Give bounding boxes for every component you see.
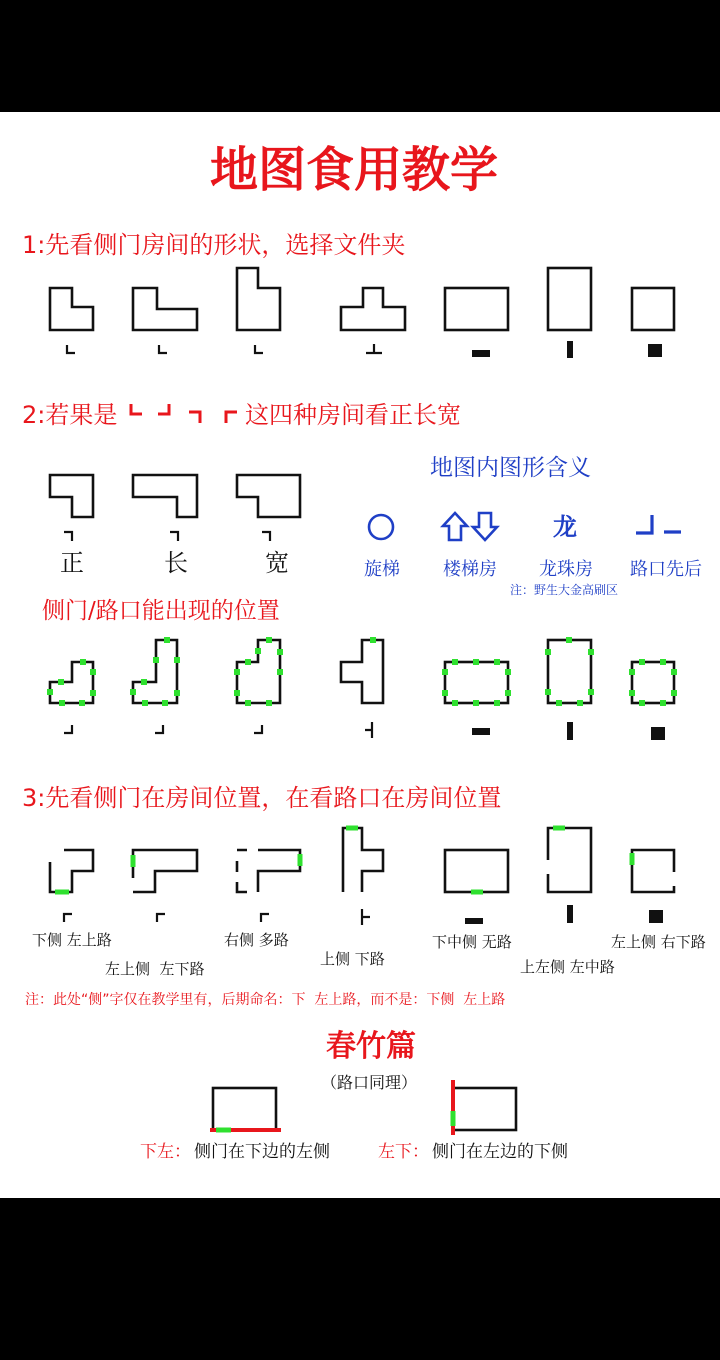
- corner-marker-icon: [159, 345, 167, 353]
- door-position-dot: [90, 669, 96, 675]
- step2-corner-glyphs: [131, 404, 237, 423]
- door-position-dot: [660, 659, 666, 665]
- door-position-dot: [639, 659, 645, 665]
- door-position-dot: [494, 700, 500, 706]
- room-shape-l-wide: [133, 288, 197, 330]
- door-position-dot: [370, 637, 376, 643]
- bar-marker-icon: [472, 350, 490, 357]
- vertical-bar-marker-icon: [567, 905, 573, 923]
- step3-room-7: [632, 850, 674, 892]
- door-position-dot: [47, 689, 53, 695]
- step1-heading: 1:先看侧门房间的形状，选择文件夹: [22, 231, 406, 259]
- door-position-dot: [545, 649, 551, 655]
- door-position-dot: [473, 659, 479, 665]
- corner-marker-icon: [64, 914, 72, 922]
- step3-room-label-2: 左上侧 左下路: [105, 960, 205, 978]
- room-shape-t: [341, 288, 405, 330]
- vertical-bar-marker-icon: [567, 341, 573, 358]
- door-position-dot: [505, 690, 511, 696]
- step1-rooms: [50, 268, 674, 358]
- door-position-dot: [545, 689, 551, 695]
- stairs-up-arrow-icon: [443, 513, 467, 540]
- door-position-dot: [660, 700, 666, 706]
- door-position-dot: [266, 637, 272, 643]
- step3-room-label-6: 上左侧 左中路: [520, 958, 615, 976]
- step3-room-label-5: 下中侧 无路: [432, 933, 512, 951]
- corner-marker-icon: [255, 345, 263, 353]
- door-position-dot: [162, 700, 168, 706]
- step3-room-label-7: 左上侧 右下路: [611, 933, 706, 951]
- door-position-dot: [245, 659, 251, 665]
- door-position-dot: [245, 700, 251, 706]
- room-shape-kuan: [237, 475, 300, 517]
- corner-marker-icon: [170, 532, 178, 541]
- legend-note: 注：野生大金高刷区: [510, 583, 619, 597]
- example-code-bottom-left: 下左：: [140, 1142, 191, 1162]
- door-position-dot: [629, 690, 635, 696]
- door-position-dot: [505, 669, 511, 675]
- step3-rooms: [50, 828, 674, 925]
- corner-marker-icon: [155, 725, 163, 733]
- legend-label-stairs-room: 楼梯房: [443, 559, 497, 580]
- legend-icons: [369, 513, 681, 540]
- corner-marker-icon: [157, 914, 165, 922]
- step3-room-label-1: 下侧 左上路: [32, 931, 112, 949]
- room-shape-zheng: [50, 475, 93, 517]
- bar-marker-icon: [465, 918, 483, 924]
- door-position-dot: [80, 659, 86, 665]
- example-room-left-bottom: [453, 1088, 516, 1130]
- legend-title: 地图内图形含义: [430, 455, 591, 481]
- door-position-dot: [174, 657, 180, 663]
- corner-top-left-icon: [226, 412, 237, 423]
- legend-label-dragon-ball-room: 龙珠房: [539, 559, 593, 580]
- room-shape-rect-tall: [548, 268, 591, 330]
- position-room-6: [548, 640, 591, 703]
- corner-marker-icon: [64, 725, 72, 733]
- position-room-5: [445, 662, 508, 703]
- position-room-1: [50, 662, 93, 703]
- step2-heading-prefix: 2:若果是: [22, 401, 118, 429]
- door-position-dot: [153, 657, 159, 663]
- step3-room-1: [50, 850, 93, 892]
- road-order-icon: [636, 515, 681, 533]
- door-position-dot: [266, 700, 272, 706]
- door-position-dot: [79, 700, 85, 706]
- corner-marker-icon: [67, 345, 75, 353]
- position-room-2: [133, 640, 177, 703]
- t-marker-icon: [366, 344, 382, 353]
- example-code-left-bottom: 左下：: [378, 1142, 429, 1162]
- door-position-dot: [671, 669, 677, 675]
- positions-heading: 侧门/路口能出现的位置: [42, 598, 280, 624]
- room-label-zheng: 正: [60, 549, 84, 577]
- door-position-dot: [494, 659, 500, 665]
- door-position-dot: [90, 690, 96, 696]
- step2-rooms: [50, 475, 300, 541]
- corner-marker-icon: [262, 532, 270, 541]
- room-shape-rect-wide: [445, 288, 508, 330]
- door-position-dot: [442, 690, 448, 696]
- door-position-dot: [442, 669, 448, 675]
- door-position-dot: [473, 700, 479, 706]
- step3-room-6: [548, 828, 591, 892]
- room-shape-l-tall: [237, 268, 280, 330]
- door-position-dot: [234, 690, 240, 696]
- room-shape-square: [632, 288, 674, 330]
- door-position-dot: [277, 649, 283, 655]
- corner-marker-icon: [64, 532, 72, 541]
- step3-room-4: [343, 828, 383, 892]
- door-position-dot: [452, 700, 458, 706]
- legend-label-spiral-stairs: 旋梯: [364, 559, 400, 580]
- room-shape-l-small: [50, 288, 93, 330]
- position-room-7: [632, 662, 674, 703]
- step3-room-label-4: 上侧 下路: [320, 950, 385, 968]
- door-position-dot: [142, 700, 148, 706]
- step3-room-3: [237, 850, 300, 892]
- chunzhu-subtitle: （路口同理）: [321, 1073, 418, 1092]
- legend-label-road-order: 路口先后: [630, 559, 702, 580]
- corner-top-right-icon: [189, 412, 200, 423]
- spiral-stairs-circle-icon: [369, 515, 393, 539]
- step3-room-5: [445, 850, 508, 892]
- corner-bottom-right-icon: [158, 404, 169, 414]
- door-position-dot: [556, 700, 562, 706]
- door-position-dot: [452, 659, 458, 665]
- step3-heading: 3:先看侧门在房间位置，在看路口在房间位置: [22, 784, 502, 812]
- door-position-dot: [174, 690, 180, 696]
- door-position-dot: [629, 669, 635, 675]
- room-label-kuan: 宽: [265, 549, 289, 577]
- example-meaning-bottom-left: 侧门在下边的左侧: [194, 1142, 330, 1162]
- room-label-chang: 长: [164, 549, 188, 577]
- dragon-glyph-icon: 龙: [553, 513, 577, 541]
- door-position-dot: [141, 679, 147, 685]
- step3-room-2: [133, 850, 197, 892]
- page-title: 地图食用教学: [210, 142, 499, 198]
- room-shape-chang: [133, 475, 197, 517]
- door-position-dot: [58, 679, 64, 685]
- square-marker-icon: [651, 727, 665, 740]
- example-room-bottom-left: [213, 1088, 276, 1130]
- corner-marker-icon: [261, 914, 269, 922]
- door-position-dot: [277, 669, 283, 675]
- vertical-bar-marker-icon: [567, 722, 573, 740]
- step2-heading-suffix: 这四种房间看正长宽: [245, 401, 461, 429]
- bar-marker-icon: [472, 728, 490, 735]
- door-position-dot: [639, 700, 645, 706]
- square-marker-icon: [649, 910, 663, 923]
- square-marker-icon: [648, 344, 662, 357]
- door-position-dot: [588, 649, 594, 655]
- step3-room-label-3: 右侧 多路: [224, 931, 289, 949]
- position-room-4: [341, 640, 383, 703]
- corner-marker-icon: [254, 725, 262, 733]
- door-position-dot: [234, 669, 240, 675]
- stairs-down-arrow-icon: [473, 513, 497, 540]
- door-position-dot: [164, 637, 170, 643]
- side-t-marker-icon: [362, 909, 370, 925]
- side-t-marker-icon: [365, 722, 372, 738]
- example-meaning-left-bottom: 侧门在左边的下侧: [432, 1142, 568, 1162]
- door-position-dot: [671, 690, 677, 696]
- door-position-dot: [130, 689, 136, 695]
- door-position-dot: [577, 700, 583, 706]
- corner-bottom-left-icon: [131, 404, 142, 414]
- door-position-dot: [59, 700, 65, 706]
- position-rooms: [47, 637, 677, 740]
- door-position-dot: [255, 648, 261, 654]
- step3-note: 注：此处“侧”字仅在教学里有，后期命名：下 左上路，而不是：下侧 左上路: [25, 992, 506, 1008]
- door-position-dot: [566, 637, 572, 643]
- door-position-dot: [588, 689, 594, 695]
- chunzhu-title: 春竹篇: [326, 1029, 416, 1064]
